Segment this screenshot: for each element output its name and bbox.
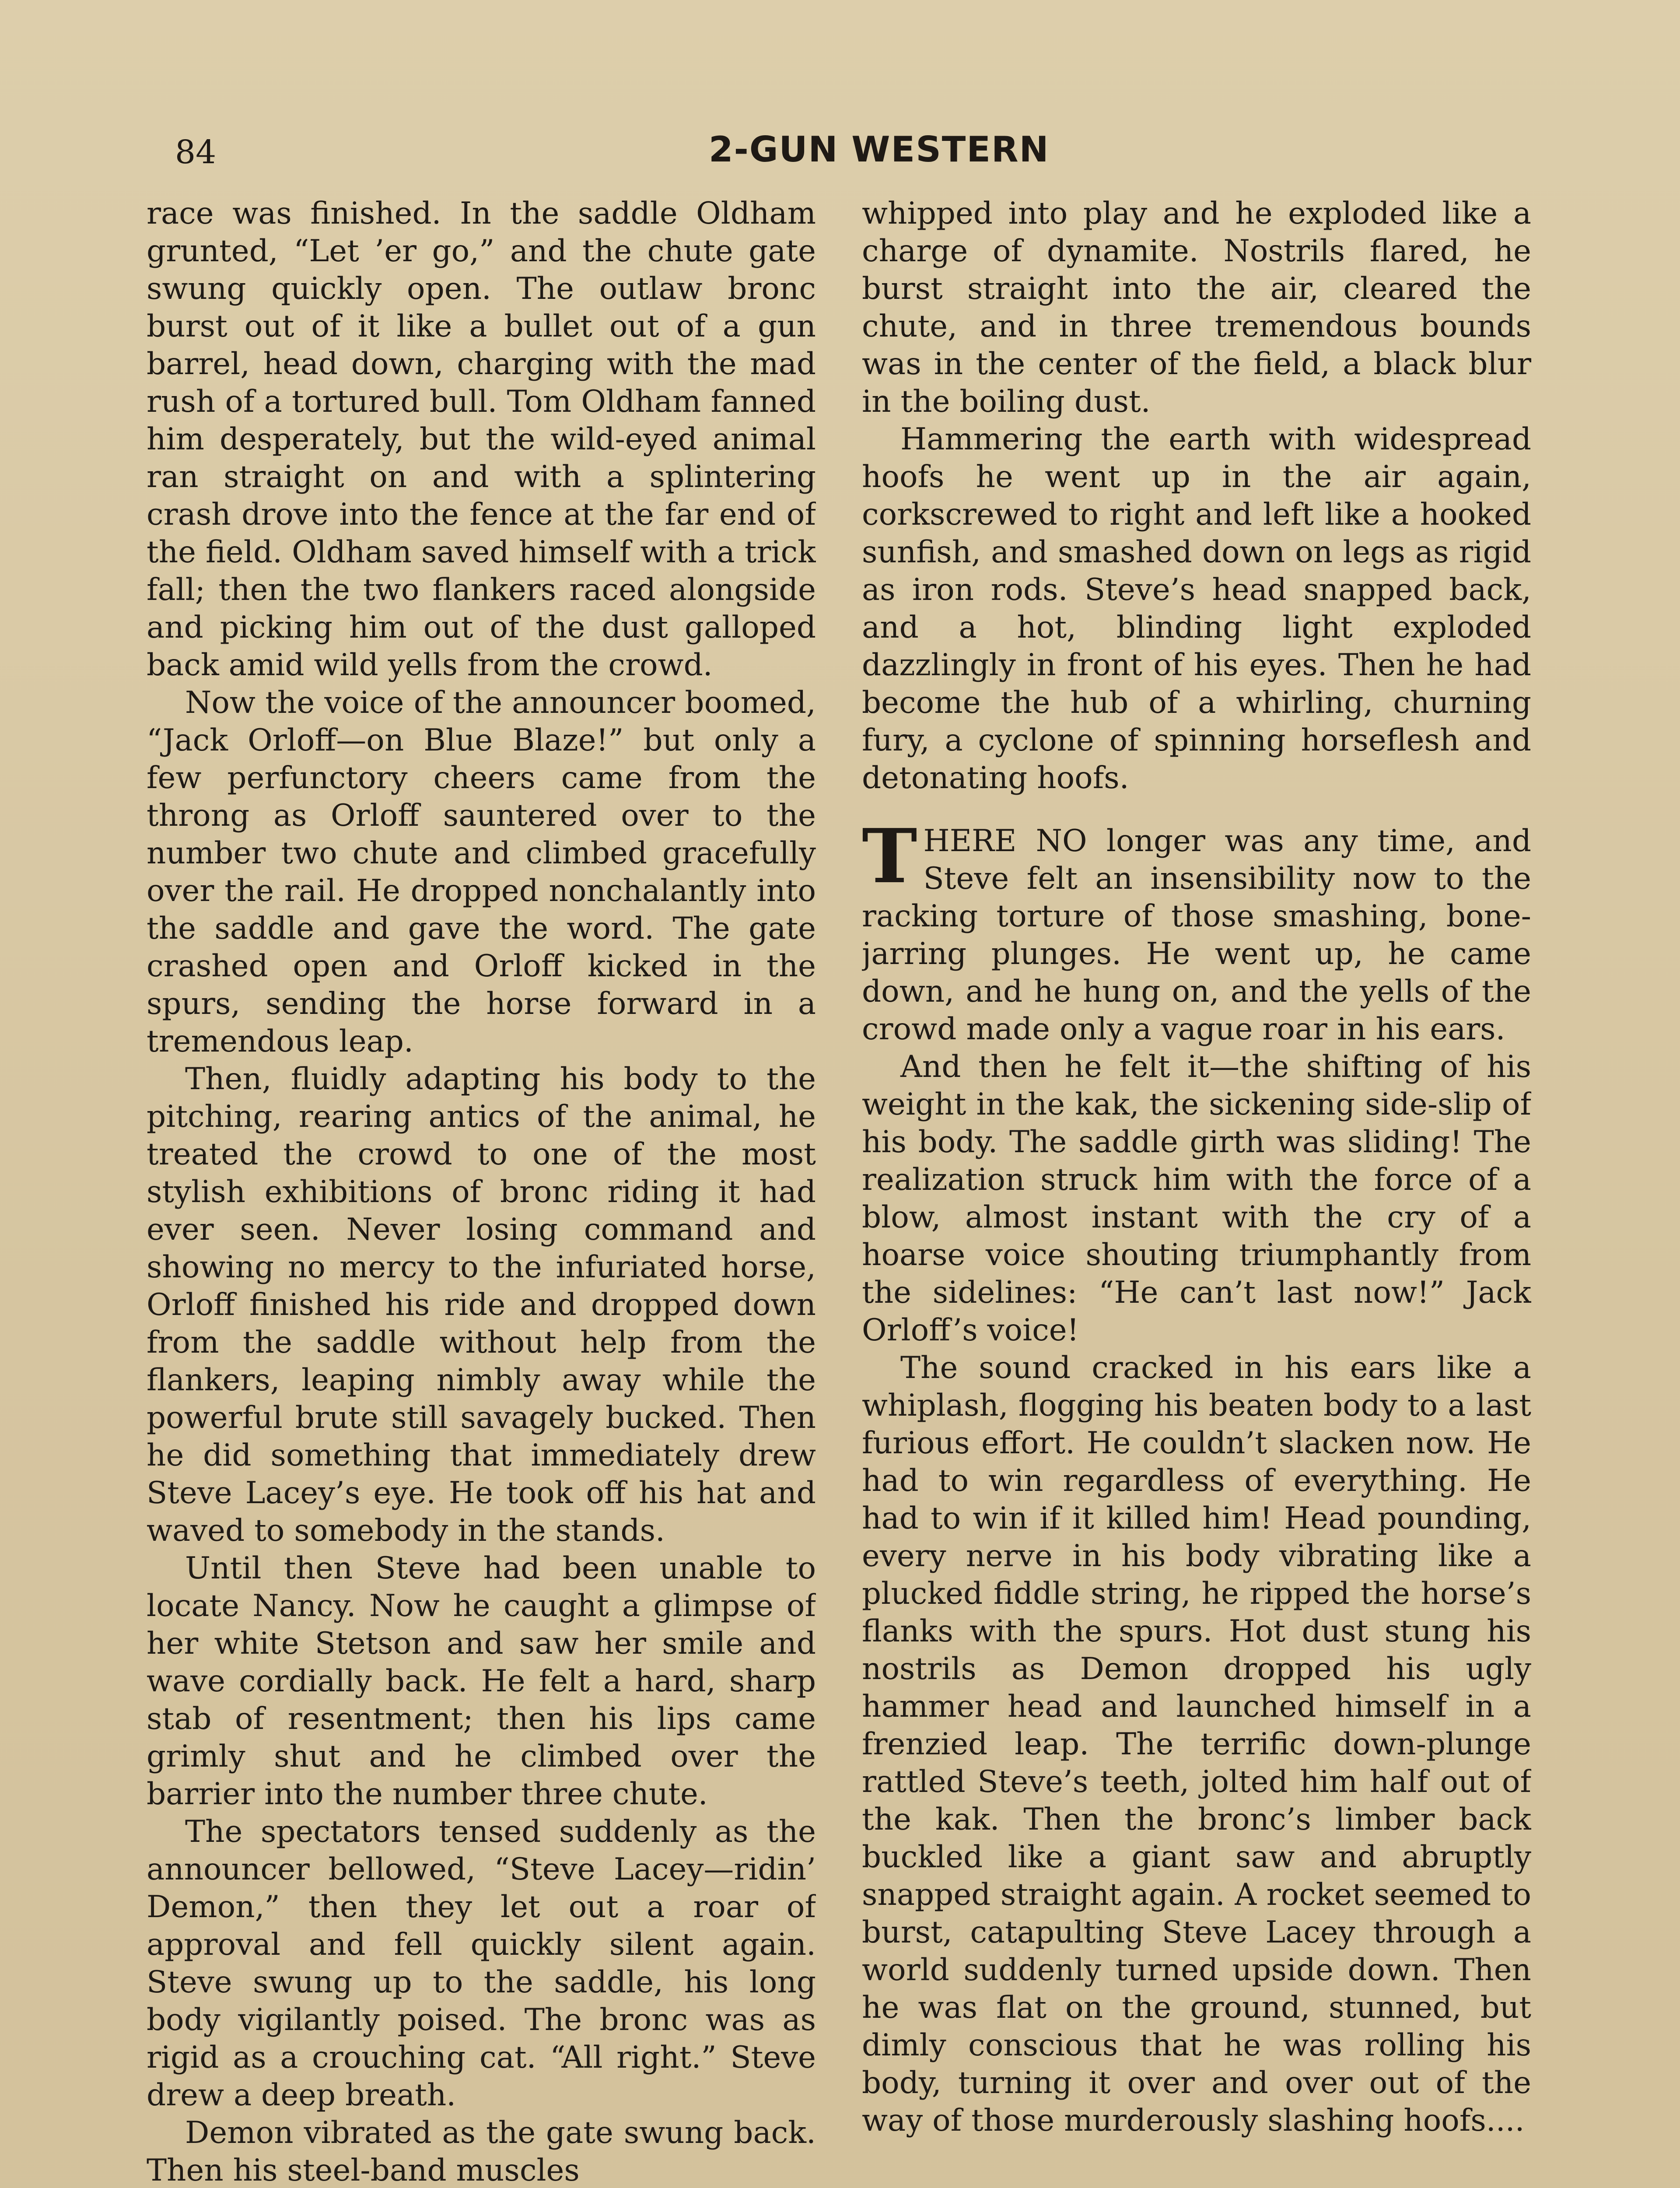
paragraph: race was finished. In the saddle Oldham grunted, “Let ’er go,” and the chute gate swung quickly open. The outlaw bronc burst out of it like a bullet out of a gun barrel, head down, charging with the mad rush of a tortured bull. Tom Oldham fanned him desperately, but the wild-eyed animal ran straight on and with a splintering crash drove into the fence at the far end of the field. Oldham saved himself with a trick fall; then the two flankers raced alongside and picking him out of the dust galloped back amid wild yells from the crowd. — [147, 196, 816, 683]
page-number: 84 — [175, 133, 217, 171]
paragraph: Now the voice of the announcer boomed, “Jack Orloff—on Blue Blaze!” but only a few perfunctory cheers came from the throng as Orloff sauntered over to the number two chute and climbed gracefully over the rail. He dropped nonchalantly into the saddle and gave the word. The gate crashed open and Orloff kicked in the spurs, sending the horse forward in a tremendous leap. — [147, 685, 816, 1059]
paragraph: Hammering the earth with widespread hoofs he went up in the air again, corkscrewed to right and left like a hooked sunfish, and smashed down on legs as rigid as iron rods. Steve’s head snapped back, and a hot, blinding light exploded dazzlingly in front of his eyes. Then he had become the hub of a whirling, churning fury, a cyclone of spinning horseflesh and detonating hoofs. — [862, 422, 1531, 796]
paragraph: whipped into play and he exploded like a charge of dynamite. Nostrils flared, he burst straight into the air, cleared the chute, and in three tremendous bounds was in the center of the field, a black blur in the boiling dust. — [862, 196, 1531, 419]
paragraph: Then, fluidly adapting his body to the pitching, rearing antics of the animal, he treated the crowd to one of the most stylish exhibitions of bronc riding it had ever seen. Never losing command and showing no mercy to the infuriated horse, Orloff finished his ride and dropped down from the saddle without help from the flankers, leaping nimbly away while the powerful brute still savagely bucked. Then he did something that immediately drew Steve Lacey’s eye. He took off his hat and waved to somebody in the stands. — [147, 1062, 816, 1548]
right-column — [862, 195, 1531, 2188]
page-header — [149, 129, 1531, 182]
paragraph-text: HERE NO longer was any time, and Steve felt an insensibility now to the racking torture of those smashing, bone-jarring plunges. He went up, he came down, and he hung on, and the yells of the crowd made only a vague roar in his ears. — [862, 824, 1531, 1047]
section-break — [862, 797, 1531, 822]
left-column — [147, 195, 816, 2188]
magazine-title: 2-GUN WESTERN — [709, 129, 1050, 170]
paragraph: And then he felt it—the shifting of his weight in the kak, the sickening side-slip of his body. The saddle girth was sliding! The realization struck him with the force of a blow, almost instant with the cry of a hoarse voice shouting triumphantly from the sidelines: “He can’t last now!” Jack Orloff’s voice! — [862, 1049, 1531, 1348]
story-columns — [147, 195, 1531, 2188]
paragraph: Until then Steve had been unable to locate Nancy. Now he caught a glimpse of her white Stetson and saw her smile and wave cordially back. He felt a hard, sharp stab of resentment; then his lips came grimly shut and he climbed over the barrier into the number three chute. — [147, 1551, 816, 1812]
drop-cap: T — [862, 813, 917, 900]
paragraph: The spectators tensed suddenly as the announcer bellowed, “Steve Lacey—ridin’ Demon,” then they let out a roar of approval and fell quickly silent again. Steve swung up to the saddle, his long body vigilantly poised. The bronc was as rigid as a crouching cat. “All right.” Steve drew a deep breath. — [147, 1814, 816, 2113]
section-opening-paragraph — [862, 813, 1531, 1048]
paragraph: The sound cracked in his ears like a whiplash, flogging his beaten body to a last furious effort. He couldn’t slacken now. He had to win regardless of everything. He had to win if it killed him! Head pounding, every nerve in his body vibrating like a plucked fiddle string, he ripped the horse’s flanks with the spurs. Hot dust stung his nostrils as Demon dropped his ugly hammer head and launched himself in a frenzied leap. The terrific down-plunge rattled Steve’s teeth, jolted him half out of the kak. Then the bronc’s limber back buckled like a giant saw and abruptly snapped straight again. A rocket seemed to burst, catapulting Steve Lacey through a world suddenly turned upside down. Then he was flat on the ground, stunned, but dimly conscious that he was rolling his body, turning it over and over out of the way of those murderously slashing hoofs.... — [862, 1350, 1531, 2138]
paragraph: Demon vibrated as the gate swung back. Then his steel-band muscles — [147, 2115, 816, 2188]
